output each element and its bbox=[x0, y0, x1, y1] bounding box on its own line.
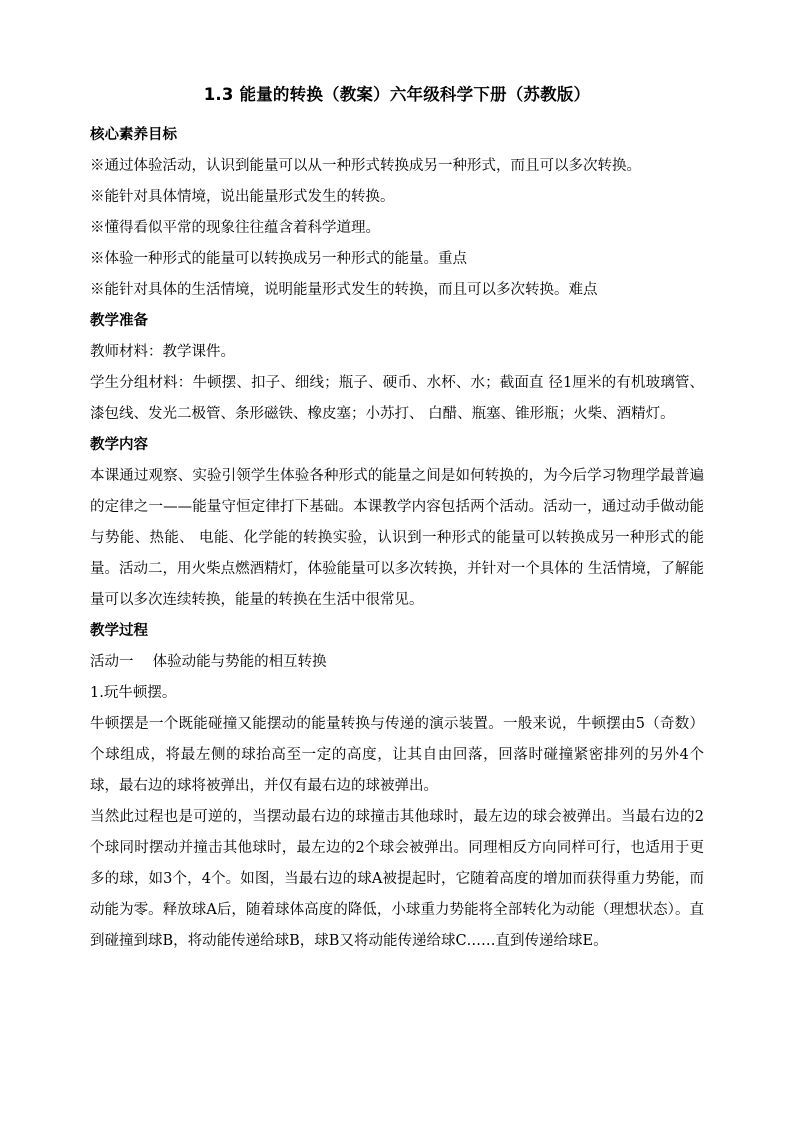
goal-item: ※通过体验活动，认识到能量可以从一种形式转换成另一种形式，而且可以多次转换。 bbox=[90, 158, 641, 174]
teacher-materials: 教师材料：教学课件。 bbox=[90, 344, 235, 360]
goals-heading: 核心素养目标 bbox=[90, 127, 177, 143]
goal-item: ※懂得看似平常的现象往往蕴含着科学道理。 bbox=[90, 220, 380, 236]
step-title: 1.玩牛顿摆。 bbox=[90, 685, 177, 701]
goal-item: ※能针对具体的生活情境，说明能量形式发生的转换，而且可以多次转换。难点 bbox=[90, 282, 598, 298]
prep-heading: 教学准备 bbox=[90, 313, 148, 329]
content-paragraph: 本课通过观察、实验引领学生体验各种形式的能量之间是如何转换的，为今后学习物理学最普遍的定律之一——能量守恒定律打下基础。本课教学内容包括两个活动。活动一，通过动手做动能与势能、热能、 电能、化学能的转换实验，认识到一种形式的能量可以转换成另一种形式的能 量。活动二，用火柴点燃酒精灯，体验能量可以多次转换，并针对一个具体的 生活情境，了解能量可以多次连续转换，能量的转换在生活中很常见。 bbox=[90, 468, 704, 608]
process-heading: 教学过程 bbox=[90, 623, 148, 639]
process-paragraph-1: 牛顿摆是一个既能碰撞又能摆动的能量转换与传递的演示装置。一般来说，牛顿摆由5（奇数）个球组成，将最左侧的球抬高至一定的高度，让其自由回落，回落时碰撞紧密排列的另外4个球，最右边的球将被弹出，并仅有最右边的球被弹出。 bbox=[90, 716, 704, 794]
student-materials: 学生分组材料：牛顿摆、扣子、细线；瓶子、硬币、水杯、水；截面直 径1厘米的有机玻璃管、漆包线、发光二极管、条形磁铁、橡皮塞；小苏打、 白醋、瓶塞、锥形瓶；火柴、酒精灯。 bbox=[90, 375, 704, 422]
document-title: 1.3 能量的转换（教案）六年级科学下册（苏教版） bbox=[203, 85, 591, 104]
content-heading: 教学内容 bbox=[90, 437, 148, 453]
process-paragraph-2: 当然此过程也是可逆的，当摆动最右边的球撞击其他球时，最左边的球会被弹出。当最右边的2个球同时摆动并撞击其他球时，最左边的2个球会被弹出。同理相反方向同样可行，也适用于更多的球，如3个，4个。如图，当最右边的球A被提起时，它随着高度的增加而获得重力势能，而动能为零。释放球A后，随着球体高度的降低，小球重力势能将全部转化为动能（理想状态）。直到碰撞到球B，将动能传递给球B，球B又将动能传递给球C……直到传递给球E。 bbox=[90, 809, 704, 949]
goal-item: ※体验一种形式的能量可以转换成另一种形式的能量。重点 bbox=[90, 251, 467, 267]
goal-item: ※能针对具体情境，说出能量形式发生的转换。 bbox=[90, 189, 395, 205]
document-body bbox=[90, 84, 704, 957]
activity-title: 活动一 体验动能与势能的相互转换 bbox=[90, 654, 327, 670]
